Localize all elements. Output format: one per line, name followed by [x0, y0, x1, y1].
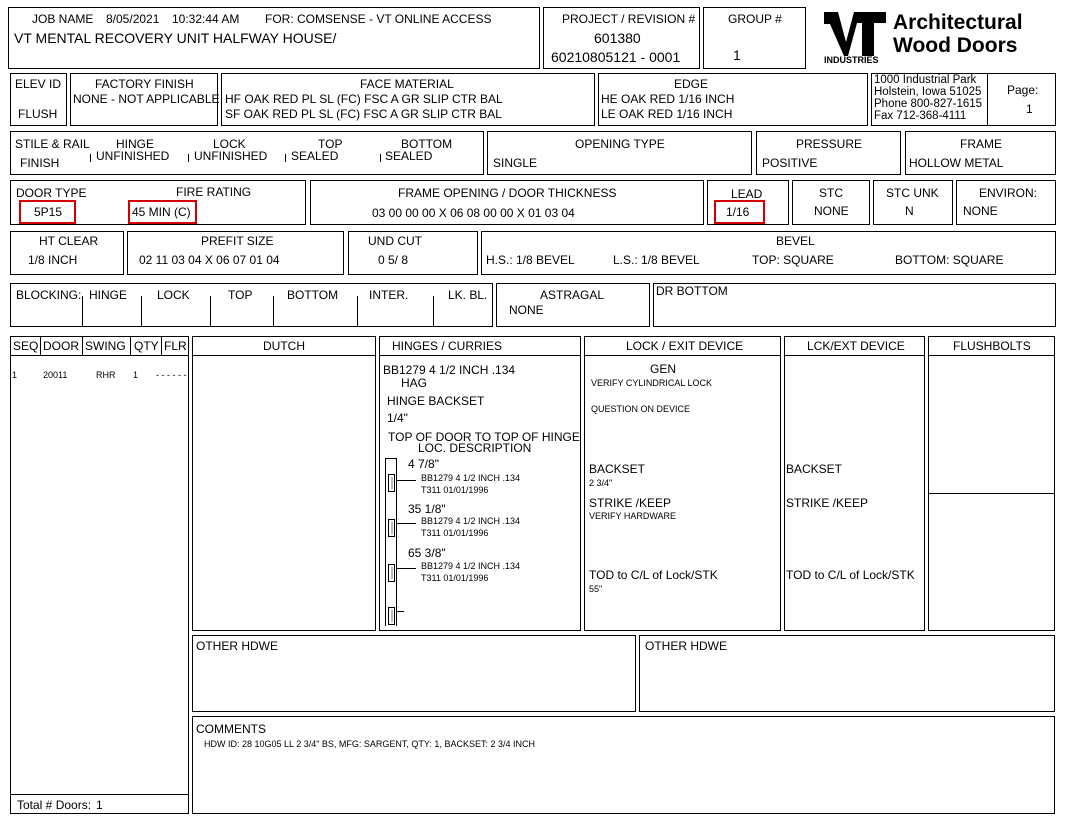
finish-label: FACTORY FINISH — [95, 77, 194, 91]
row-flr: - - - - - - — [156, 370, 187, 380]
bevel-bottom: BOTTOM: SQUARE — [895, 253, 1004, 267]
hinge-loc-desc: BB1279 4 1/2 INCH .134 — [421, 473, 521, 483]
dr-bottom-label: DR BOTTOM — [656, 284, 728, 298]
hinge-loc-desc: BB1279 4 1/2 INCH .134 — [421, 561, 521, 571]
col-seq: SEQ — [13, 339, 39, 353]
edge-value-1: HE OAK RED 1/16 INCH — [601, 92, 735, 106]
stile-tick — [90, 154, 92, 162]
address-line1: 1000 Industrial Park — [874, 74, 977, 86]
company-name-line2: Wood Doors — [893, 34, 1018, 57]
lck-ext-header-line — [784, 355, 925, 356]
top-tick — [380, 154, 382, 162]
hinges-header-line — [379, 355, 581, 356]
opening-label: OPENING TYPE — [575, 137, 665, 151]
frame-opening-label: FRAME OPENING / DOOR THICKNESS — [398, 186, 617, 200]
job-for: FOR: COMSENSE - VT ONLINE ACCESS — [265, 12, 492, 26]
hinge-loc-label: LOC. DESCRIPTION — [418, 441, 532, 455]
project-number: 601380 — [594, 30, 641, 46]
job-date: 8/05/2021 — [106, 12, 160, 26]
logo-sub: INDUSTRIES — [824, 55, 879, 65]
environ-value: NONE — [963, 204, 998, 218]
hinge-tick — [188, 154, 190, 162]
hinge-finish-value: UNFINISHED — [96, 149, 170, 163]
col-qty: QTY — [134, 339, 159, 353]
flushbolts-label: FLUSHBOLTS — [953, 339, 1031, 353]
hinge-leader-2 — [396, 523, 416, 524]
hinge-finish-label: HINGE — [116, 137, 155, 151]
door-top-line — [385, 458, 396, 459]
pressure-label: PRESSURE — [796, 137, 863, 151]
col-sep-4 — [161, 336, 162, 355]
comments-label: COMMENTS — [196, 722, 266, 736]
edge-label: EDGE — [674, 77, 709, 91]
flushbolts-mid-line — [928, 493, 1055, 494]
total-line — [10, 794, 189, 795]
pressure-value: POSITIVE — [762, 156, 818, 170]
dutch-header-line — [192, 355, 376, 356]
environ-label: ENVIRON: — [979, 186, 1038, 200]
face-label: FACE MATERIAL — [360, 77, 454, 91]
address-line2: Holstein, Iowa 51025 — [874, 86, 982, 98]
row-seq: 1 — [12, 370, 18, 380]
group-number: 1 — [733, 47, 741, 63]
face-value-2: SF OAK RED PL SL (FC) FSC A GR SLIP CTR BAL — [225, 107, 502, 121]
address-phone: Phone 800-827-1615 — [874, 98, 983, 110]
edge-value-2: LE OAK RED 1/16 INCH — [601, 107, 733, 121]
comments-text: HDW ID: 28 10G05 LL 2 3/4" BS, MFG: SARGENT, QTY: 1, BACKSET: 2 3/4 INCH — [204, 739, 535, 749]
col-door: DOOR — [43, 339, 79, 353]
undcut-label: UND CUT — [368, 234, 422, 248]
stile-label: STILE & RAIL — [15, 137, 90, 151]
blocking-sep-5 — [357, 296, 358, 327]
lck-ext-label: LCK/EXT DEVICE — [807, 339, 905, 353]
lock-tod-value: 55" — [589, 584, 603, 594]
project-label: PROJECT / REVISION # — [562, 12, 696, 26]
dutch-box — [192, 336, 376, 631]
stc-unk-value: N — [905, 204, 914, 218]
lck-ext-box — [784, 336, 925, 631]
lock-question: QUESTION ON DEVICE — [591, 404, 691, 414]
company-name-line1: Architectural — [893, 11, 1023, 34]
col-sep-1 — [40, 336, 41, 355]
hinge-loc-dist: 65 3/8" — [408, 546, 446, 560]
hinge-loc-desc-2: T311 01/01/1996 — [421, 528, 489, 538]
total-doors-label: Total # Doors: — [17, 798, 92, 812]
hinges-main: BB1279 4 1/2 INCH .134 — [383, 363, 516, 377]
lock-exit-header-line — [584, 355, 781, 356]
bevel-ls: L.S.: 1/8 BEVEL — [613, 253, 700, 267]
schedule-box — [10, 336, 189, 814]
frame-label: FRAME — [960, 137, 1002, 151]
lock-strike-label: STRIKE /KEEP — [589, 496, 672, 510]
row-qty: 1 — [133, 370, 139, 380]
hinge-loc-desc-2: T311 01/01/1996 — [421, 485, 489, 495]
lock-gen: GEN — [650, 362, 677, 376]
stc-value: NONE — [814, 204, 849, 218]
lead-value: 1/16 — [726, 205, 750, 219]
hinge-loc-dist: 4 7/8" — [408, 457, 439, 471]
total-doors-value: 1 — [96, 798, 103, 812]
lead-label: LEAD — [731, 187, 763, 201]
stc-unk-label: STC UNK — [886, 186, 939, 200]
astragal-label: ASTRAGAL — [540, 288, 605, 302]
lck-ext-strike-label: STRIKE /KEEP — [786, 496, 869, 510]
comments-box — [192, 716, 1055, 814]
flushbolts-header-line — [928, 355, 1055, 356]
group-label: GROUP # — [728, 12, 782, 26]
stc-label: STC — [819, 186, 843, 200]
lck-ext-tod-label: TOD to C/L of Lock/STK — [786, 568, 915, 582]
ht-clear-value: 1/8 INCH — [28, 253, 78, 267]
blocking-inter: INTER. — [369, 288, 409, 302]
astragal-value: NONE — [509, 303, 544, 317]
blocking-lkbl: LK. BL. — [448, 288, 488, 302]
col-flr: FLR — [164, 339, 187, 353]
elev-label: ELEV ID — [15, 77, 62, 91]
lock-backset-label: BACKSET — [589, 462, 646, 476]
bevel-label: BEVEL — [776, 234, 815, 248]
company-logo — [824, 12, 886, 64]
hinge-leader-1 — [396, 480, 416, 481]
dutch-label: DUTCH — [263, 339, 305, 353]
frame-value: HOLLOW METAL — [909, 156, 1004, 170]
door-type-label: DOOR TYPE — [16, 186, 87, 200]
fire-rating-label: FIRE RATING — [176, 185, 252, 199]
door-edge-line-2 — [396, 458, 397, 626]
blocking-sep-3 — [210, 296, 211, 327]
frame-opening-value: 03 00 00 00 X 06 08 00 00 X 01 03 04 — [372, 206, 575, 220]
vt-logo-icon — [824, 12, 886, 56]
hinge-backset-label: HINGE BACKSET — [387, 394, 485, 408]
row-door: 20011 — [43, 370, 68, 380]
lck-ext-backset-label: BACKSET — [786, 462, 843, 476]
col-sep-3 — [130, 336, 131, 355]
page-label: Page: — [1007, 83, 1039, 97]
flushbolts-box — [928, 336, 1055, 631]
finish-value: NONE - NOT APPLICABLE — [73, 92, 220, 106]
undcut-value: 0 5/ 8 — [378, 253, 409, 267]
hinge-leader-4 — [396, 611, 404, 612]
lock-finish-value: UNFINISHED — [194, 149, 268, 163]
prefit-value: 02 11 03 04 X 06 07 01 04 — [139, 253, 280, 267]
door-edge-line — [385, 458, 386, 626]
row-swing: RHR — [96, 370, 116, 380]
lock-strike-value: VERIFY HARDWARE — [589, 511, 677, 521]
elev-value: FLUSH — [18, 107, 58, 121]
hinge-loc-desc-2: T311 01/01/1996 — [421, 573, 489, 583]
job-time: 10:32:44 AM — [172, 12, 240, 26]
door-type-value: 5P15 — [34, 205, 63, 219]
col-sep-2 — [82, 336, 83, 355]
blocking-label: BLOCKING: — [16, 288, 82, 302]
col-swing: SWING — [85, 339, 126, 353]
blocking-sep-6 — [433, 296, 434, 327]
ht-clear-label: HT CLEAR — [39, 234, 99, 248]
blocking-sep-1 — [82, 296, 83, 327]
opening-value: SINGLE — [493, 156, 538, 170]
hinge-icon-2 — [388, 519, 395, 537]
hinge-loc-dist: 35 1/8" — [408, 502, 446, 516]
face-value-1: HF OAK RED PL SL (FC) FSC A GR SLIP CTR BAL — [225, 92, 503, 106]
top-finish-label: TOP — [318, 137, 343, 151]
prefit-label: PREFIT SIZE — [201, 234, 274, 248]
stile-value: FINISH — [20, 156, 60, 170]
job-name-value: VT MENTAL RECOVERY UNIT HALFWAY HOUSE/ — [14, 30, 337, 46]
blocking-sep-4 — [273, 296, 274, 327]
other-hdwe-label-2: OTHER HDWE — [645, 639, 727, 653]
bottom-finish-value: SEALED — [385, 149, 433, 163]
blocking-hinge: HINGE — [89, 288, 128, 302]
hinge-loc-desc: BB1279 4 1/2 INCH .134 — [421, 516, 521, 526]
hinge-tod-label: TOP OF DOOR TO TOP OF HINGE — [388, 430, 580, 444]
lock-exit-label: LOCK / EXIT DEVICE — [626, 339, 744, 353]
schedule-header-line — [10, 355, 189, 356]
lock-tod-label: TOD to C/L of Lock/STK — [589, 568, 718, 582]
hinge-icon-4 — [388, 607, 395, 625]
bevel-top: TOP: SQUARE — [752, 253, 834, 267]
blocking-lock: LOCK — [157, 288, 190, 302]
hinge-icon-1 — [388, 474, 395, 492]
bevel-hs: H.S.: 1/8 BEVEL — [486, 253, 575, 267]
blocking-top: TOP — [228, 288, 253, 302]
lock-tick — [285, 154, 287, 162]
revision-number: 60210805121 - 0001 — [551, 49, 681, 65]
page-divider — [987, 73, 988, 126]
hinge-backset-value: 1/4" — [387, 411, 408, 425]
top-finish-value: SEALED — [291, 149, 339, 163]
page-number: 1 — [1026, 102, 1033, 116]
other-hdwe-label-1: OTHER HDWE — [196, 639, 278, 653]
address-fax: Fax 712-368-4111 — [874, 110, 967, 122]
lock-finish-label: LOCK — [213, 137, 246, 151]
lock-backset-value: 2 3/4" — [589, 478, 613, 488]
lock-verify: VERIFY CYLINDRICAL LOCK — [591, 378, 713, 388]
hinge-icon-3 — [388, 564, 395, 582]
bottom-finish-label: BOTTOM — [401, 137, 453, 151]
hinges-main-2: HAG — [401, 376, 428, 390]
hinges-label: HINGES / CURRIES — [392, 339, 503, 353]
blocking-sep-2 — [141, 296, 142, 327]
hinge-leader-3 — [396, 568, 416, 569]
job-name-label: JOB NAME — [32, 12, 94, 26]
blocking-bottom: BOTTOM — [287, 288, 339, 302]
fire-rating-value: 45 MIN (C) — [132, 205, 191, 219]
